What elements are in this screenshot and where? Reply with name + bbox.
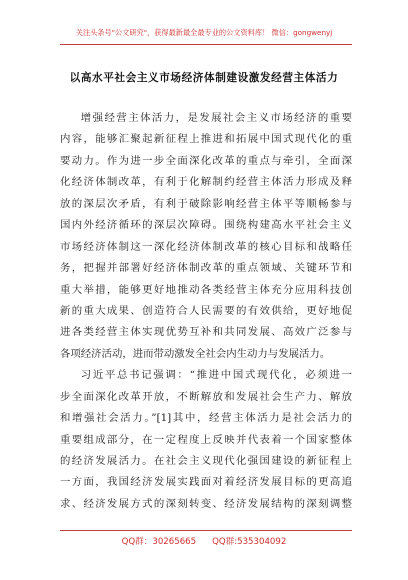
body-line: 要动力。作为进一步全面深化改革的重点与牵引，全面深 [60,154,352,167]
body-line: 放的深层次矛盾，有利于破除影响经营主体平等顺畅参与 [60,197,352,210]
footer-contacts [0,535,408,547]
body-line: 求、经济发展方式的深刻转变、经济发展结构的深刻调整 [60,497,352,510]
body-line: 一方面，我国经济发展实践面对着经济发展目标的更高追 [60,476,352,489]
body-line: 重要组成部分，在一定程度上反映并代表着一个国家整体 [60,433,352,446]
document-title: 以高水平社会主义市场经济体制建设激发经营主体活力 [69,72,339,84]
body-line: 新的重大成果、创造符合人民需要的有效供给，更好地促 [60,304,352,317]
body-line: 步全面深化改革开放，不断解放和发展社会生产力、解放 [60,390,352,403]
body-line: 和增强社会活力。”[1]其中，经营主体活力是社会活力的 [60,412,352,425]
body-line: 市场经济体制这一深化经济体制改革的核心目标和战略任 [60,240,352,253]
body-line: 习近平总书记强调：“推进中国式现代化，必须进一 [80,369,352,382]
body-line: 内容，能够汇聚起新征程上推进和拓展中国式现代化的重 [60,133,352,146]
body-line: 重大举措，能够更好地推动各类经营主体充分应用科技创 [60,283,352,296]
footer-divider [60,530,352,531]
body-line: 增强经营主体活力，是发展社会主义市场经济的重要 [80,112,352,124]
footer-qq-group-1: QQ群：30265665 [121,537,197,547]
document-body [60,108,352,515]
body-line: 的经济发展活力。在社会主义现代化强国建设的新征程上 [60,455,352,467]
body-line: 国内外经济循环的深层次障碍。围绕构建高水平社会主义 [60,219,352,232]
header-divider [60,44,352,45]
body-line: 化经济体制改革，有利于化解制约经营主体活力形成及释 [60,176,352,189]
body-line: 各项经济活动，进而带动激发全社会内生动力与发展活力。 [60,347,331,360]
body-line: 务，把握并部署好经济体制改革的重点领域、关键环节和 [60,262,352,275]
header-banner: 关注头条号"公文研究"，获得最新最全最专业的公文资料库！ 微信：gongwenyj [75,28,333,37]
body-line: 进各类经营主体实现优势互补和共同发展、高效广泛参与 [60,326,352,339]
footer-qq-group-2: QQ群:535304092 [212,537,287,547]
